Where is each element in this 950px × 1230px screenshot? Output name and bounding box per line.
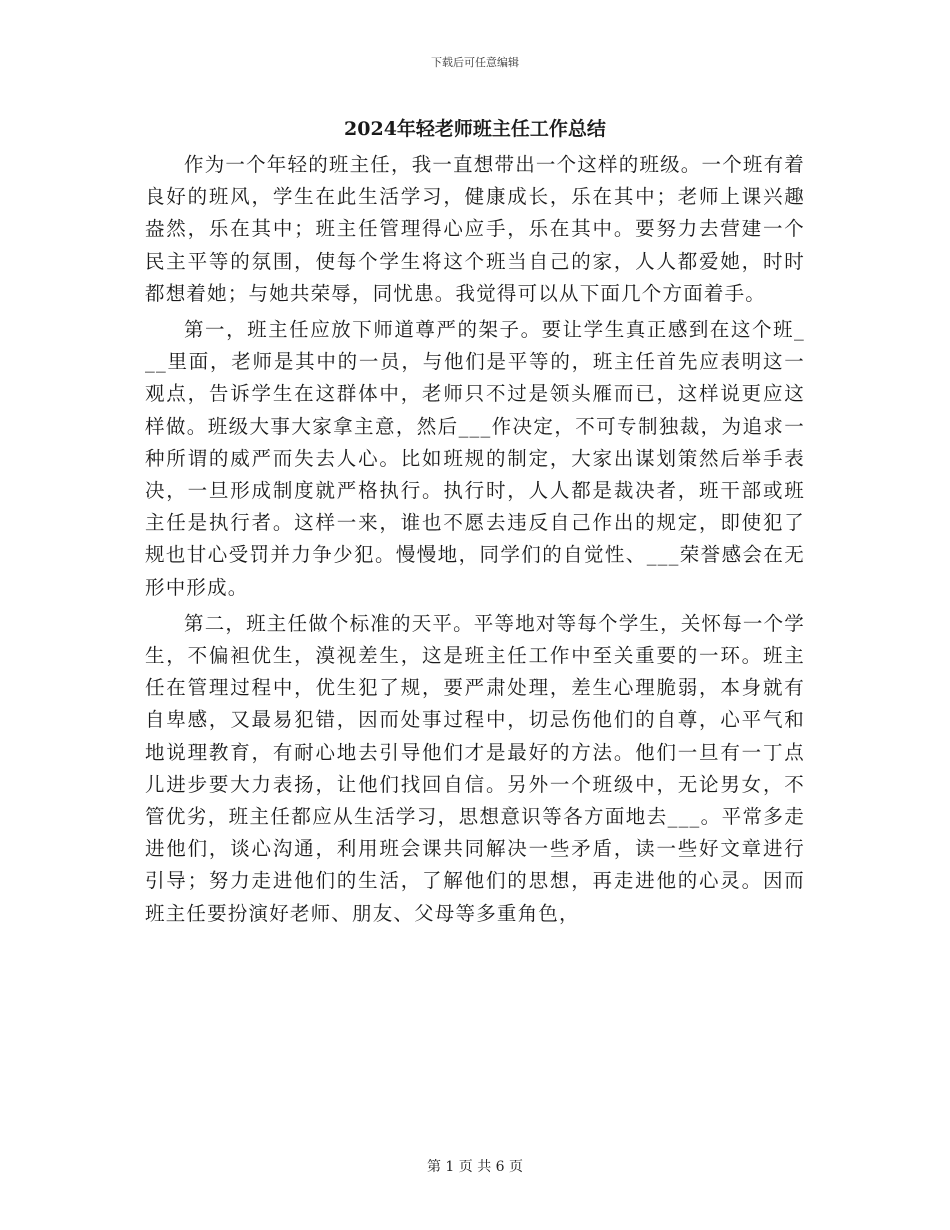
paragraph-second-point: 第二，班主任做个标准的天平。平等地对等每个学生，关怀每一个学生，不偏袒优生，漠视差生，这是班主任工作中至关重要的一环。班主任在管理过程中，优生犯了规，要严肃处理，差生心理脆弱，本身就有自卑感，又最易犯错，因而处事过程中，切忌伤他们的自尊，心平气和地说理教育，有耐心地去引导他们才是最好的方法。他们一旦有一丁点儿进步要大力表扬，让他们找回自信。另外一个班级中，无论男女，不管优劣，班主任都应从生活学习，思想意识等各方面地去___。平常多走进他们，谈心沟通，利用班会课共同解决一些矛盾，读一些好文章进行引导；努力走进他们的生活，了解他们的思想，再走进他的心灵。因而班主任要扮演好老师、朋友、父母等多重角色， bbox=[145, 611, 806, 925]
paragraph-first-point: 第一，班主任应放下师道尊严的架子。要让学生真正感到在这个班___里面，老师是其中的一员，与他们是平等的，班主任首先应表明这一观点，告诉学生在这群体中，老师只不过是领头雁而已，这样说更应这样做。班级大事大家拿主意，然后___作决定，不可专制独裁，为追求一种所谓的威严而失去人心。比如班规的制定，大家出谋划策然后举手表决，一旦形成制度就严格执行。执行时，人人都是裁决者，班干部或班主任是执行者。这样一来，谁也不愿去违反自己作出的规定，即使犯了规也甘心受罚并力争少犯。慢慢地，同学们的自觉性、___荣誉感会在无形中形成。 bbox=[145, 318, 805, 599]
paragraph-intro: 作为一个年轻的班主任，我一直想带出一个这样的班级。一个班有着良好的班风，学生在此生活学习，健康成长，乐在其中；老师上课兴趣盎然，乐在其中；班主任管理得心应手，乐在其中。要努力去营建一个民主平等的氛围，使每个学生将这个班当自己的家，人人都爱她，时时都想着她；与她共荣辱，同忧患。我觉得可以从下面几个方面着手。 bbox=[145, 153, 806, 305]
header-note: 下载后可任意编辑 bbox=[431, 56, 519, 69]
document-title: 2024年轻老师班主任工作总结 bbox=[344, 118, 606, 140]
page-footer: 第 1 页 共 6 页 bbox=[426, 1159, 524, 1175]
document-body bbox=[145, 149, 805, 934]
